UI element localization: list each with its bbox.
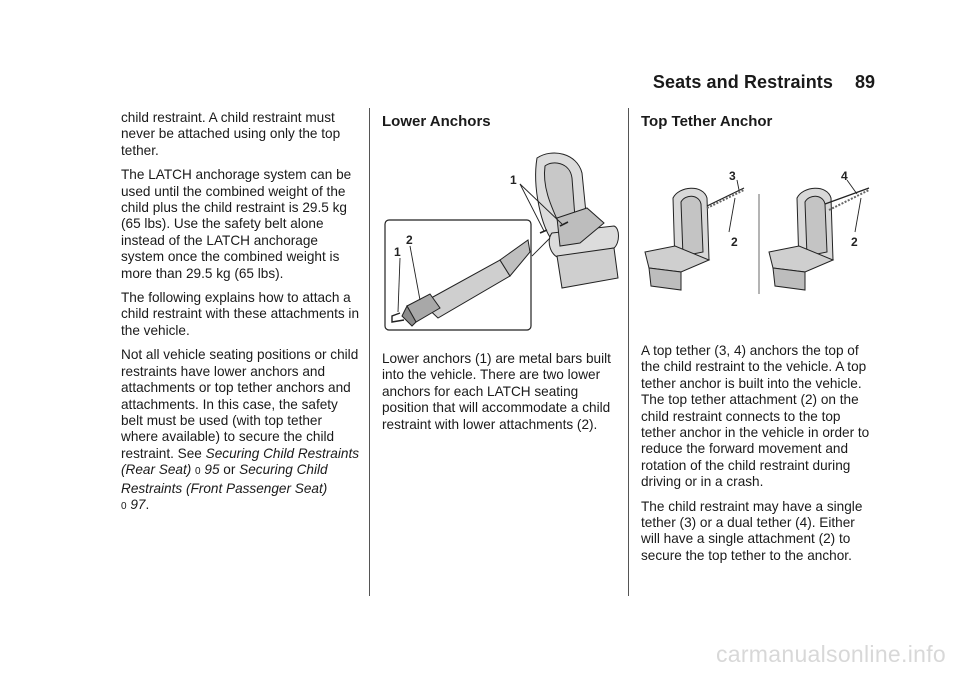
page-number: 89 bbox=[854, 72, 875, 92]
paragraph-text: Not all vehicle seating positions or child restraints have lower anchors and attachments or top tether anchors and attachments. In this case, the safety belt must be used (with top tether where available) to secure the child restraint. See bbox=[121, 347, 359, 461]
column-divider bbox=[628, 108, 629, 596]
callout-label: 1 bbox=[394, 245, 401, 259]
page-reference-arrow-icon: 0 bbox=[195, 466, 201, 478]
page-header bbox=[0, 72, 960, 96]
cross-reference-link[interactable]: Securing Child Restraints (Front Passenger Seat) bbox=[121, 462, 328, 496]
paragraph: child restraint. A child restraint must never be attached using only the top tether. bbox=[121, 110, 341, 158]
paragraph-with-references bbox=[121, 347, 359, 515]
callout-label: 2 bbox=[851, 235, 858, 249]
callout-label: 1 bbox=[510, 173, 517, 187]
paragraph: The following explains how to attach a child restraint with these attachments in the vehicle. bbox=[121, 290, 360, 338]
callout-label: 2 bbox=[731, 235, 738, 249]
cross-reference-page[interactable]: 97 bbox=[130, 496, 146, 512]
paragraph: Lower anchors (1) are metal bars built into the vehicle. There are two lower anchors for each LATCH seating position that will accommodate a child restraint with lower attachments (2). bbox=[382, 351, 611, 432]
section-title: Seats and Restraints bbox=[652, 72, 833, 92]
cross-reference-link[interactable]: Securing Child Restraints (Rear Seat) bbox=[121, 445, 360, 478]
paragraph: The child restraint may have a single tether (3) or a dual tether (4). Either will have a single attachment (2) to secure the top tether to the anchor. bbox=[641, 498, 863, 563]
watermark: carmanualsonline.info bbox=[715, 641, 946, 667]
callout-label: 3 bbox=[729, 169, 736, 183]
section-heading: Lower Anchors bbox=[382, 113, 491, 130]
conjunction: or bbox=[223, 462, 236, 478]
end-punctuation: . bbox=[145, 496, 150, 512]
paragraph: A top tether (3, 4) anchors the top of the child restraint to the vehicle. A top tether anchor is built into the vehicle. The top tether attachment (2) on the child restraint connects to the top tether anchor in the vehicle in order to reduce the forward movement and rotation of the child restraint during driving or in a crash. bbox=[641, 343, 870, 490]
paragraph: The LATCH anchorage system can be used until the combined weight of the child plus the child restraint is 29.5 kg (65 lbs). Use the safety belt alone instead of the LATCH anchorage system once the combined weight is more than 29.5 kg (65 lbs). bbox=[121, 167, 352, 281]
callout-label: 2 bbox=[406, 233, 413, 247]
column-1 bbox=[121, 110, 359, 523]
cross-reference-page[interactable]: 95 bbox=[204, 462, 220, 478]
section-heading: Top Tether Anchor bbox=[641, 113, 773, 130]
page-reference-arrow-icon: 0 bbox=[121, 500, 127, 512]
lower-anchors-illustration bbox=[382, 148, 620, 332]
column-divider bbox=[369, 108, 370, 596]
top-tether-illustration bbox=[641, 168, 877, 296]
callout-label: 4 bbox=[841, 169, 848, 183]
